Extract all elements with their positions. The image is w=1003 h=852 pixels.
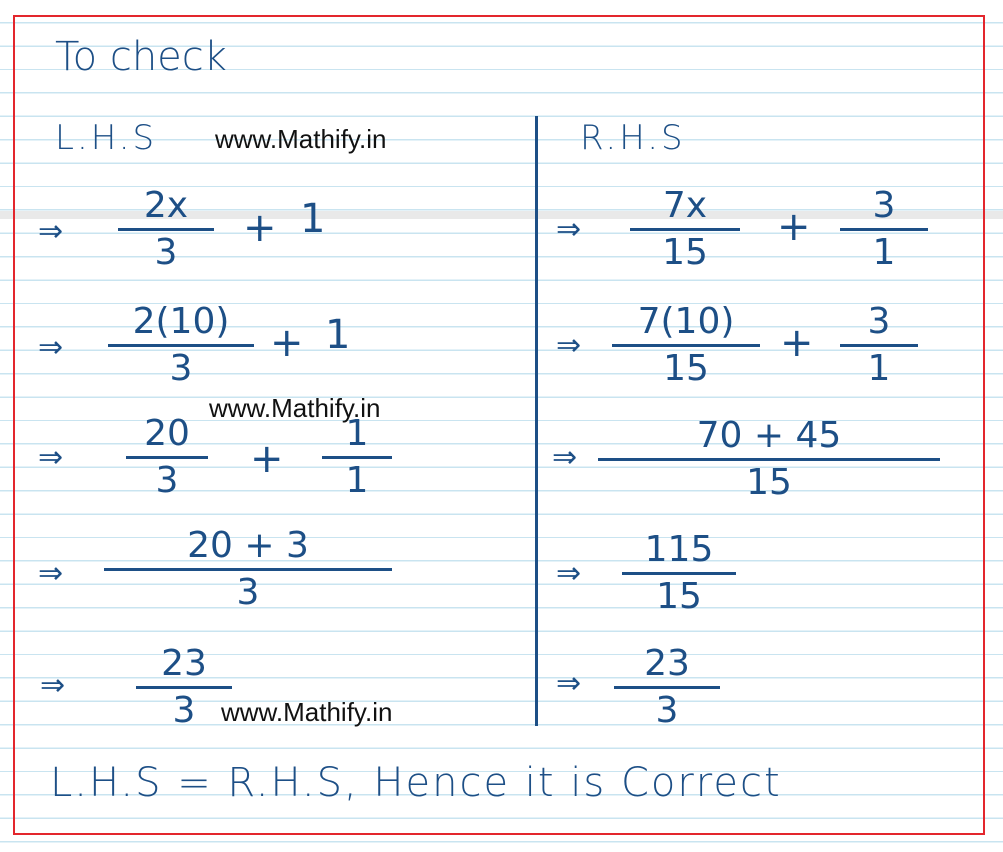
rhs-step-2-fraction bbox=[612, 300, 760, 391]
lhs-step-3-second-fraction bbox=[322, 412, 392, 503]
rhs-step-4-fraction bbox=[622, 528, 736, 619]
denominator: 3 bbox=[236, 571, 260, 613]
denominator: 15 bbox=[656, 575, 702, 617]
numerator: 23 bbox=[644, 643, 690, 684]
denominator: 15 bbox=[663, 347, 709, 389]
lhs-step-1-fraction bbox=[118, 184, 214, 275]
denominator: 1 bbox=[345, 459, 369, 501]
lhs-step-1-tail: 1 bbox=[300, 196, 326, 242]
plus-sign: + bbox=[780, 320, 814, 366]
numerator: 2(10) bbox=[132, 301, 230, 342]
rhs-heading: R.H.S bbox=[580, 118, 686, 158]
numerator: 20 bbox=[144, 413, 190, 454]
denominator: 3 bbox=[155, 459, 179, 501]
column-divider bbox=[535, 116, 538, 726]
numerator: 1 bbox=[345, 413, 369, 454]
rhs-step-5-fraction bbox=[614, 642, 720, 733]
numerator: 3 bbox=[867, 301, 891, 342]
watermark: www.Mathify.in bbox=[209, 393, 381, 423]
implies-arrow: ⇒ bbox=[556, 212, 582, 247]
numerator: 23 bbox=[161, 643, 207, 684]
plus-sign: + bbox=[250, 436, 284, 482]
denominator: 1 bbox=[867, 347, 891, 389]
numerator: 7x bbox=[662, 185, 708, 226]
implies-arrow: ⇒ bbox=[38, 556, 64, 591]
implies-arrow: ⇒ bbox=[40, 668, 66, 703]
rhs-step-3-fraction bbox=[598, 414, 940, 505]
watermark: www.Mathify.in bbox=[215, 124, 387, 154]
denominator: 15 bbox=[662, 231, 708, 273]
denominator: 3 bbox=[169, 347, 193, 389]
conclusion: L.H.S = R.H.S, Hence it is Correct bbox=[50, 760, 782, 806]
numerator: 2x bbox=[143, 185, 189, 226]
denominator: 3 bbox=[655, 689, 679, 731]
implies-arrow: ⇒ bbox=[556, 328, 582, 363]
implies-arrow: ⇒ bbox=[38, 214, 64, 249]
numerator: 115 bbox=[644, 529, 714, 570]
implies-arrow: ⇒ bbox=[556, 556, 582, 591]
implies-arrow: ⇒ bbox=[556, 666, 582, 701]
denominator: 1 bbox=[872, 231, 896, 273]
lhs-step-3-fraction bbox=[126, 412, 208, 503]
implies-arrow: ⇒ bbox=[38, 330, 64, 365]
plus-sign: + bbox=[777, 204, 811, 250]
watermark: www.Mathify.in bbox=[221, 697, 393, 727]
implies-arrow: ⇒ bbox=[38, 440, 64, 475]
denominator: 3 bbox=[154, 231, 178, 273]
lhs-step-2-tail: 1 bbox=[325, 312, 351, 358]
lhs-step-5-fraction bbox=[136, 642, 232, 733]
numerator: 3 bbox=[872, 185, 896, 226]
lhs-heading: L.H.S bbox=[55, 118, 158, 158]
rhs-step-1-fraction bbox=[630, 184, 740, 275]
numerator: 7(10) bbox=[637, 301, 735, 342]
rhs-step-2-second-fraction bbox=[840, 300, 918, 391]
page-title: To check bbox=[55, 34, 227, 80]
lhs-step-2-fraction bbox=[108, 300, 254, 391]
lhs-step-4-fraction bbox=[104, 524, 392, 615]
numerator: 20 + 3 bbox=[187, 525, 309, 566]
denominator: 3 bbox=[172, 689, 196, 731]
numerator: 70 + 45 bbox=[696, 415, 842, 456]
plus-sign: + bbox=[270, 320, 304, 366]
rhs-step-1-second-fraction bbox=[840, 184, 928, 275]
denominator: 15 bbox=[746, 461, 792, 503]
plus-sign: + bbox=[243, 205, 277, 251]
implies-arrow: ⇒ bbox=[552, 440, 578, 475]
